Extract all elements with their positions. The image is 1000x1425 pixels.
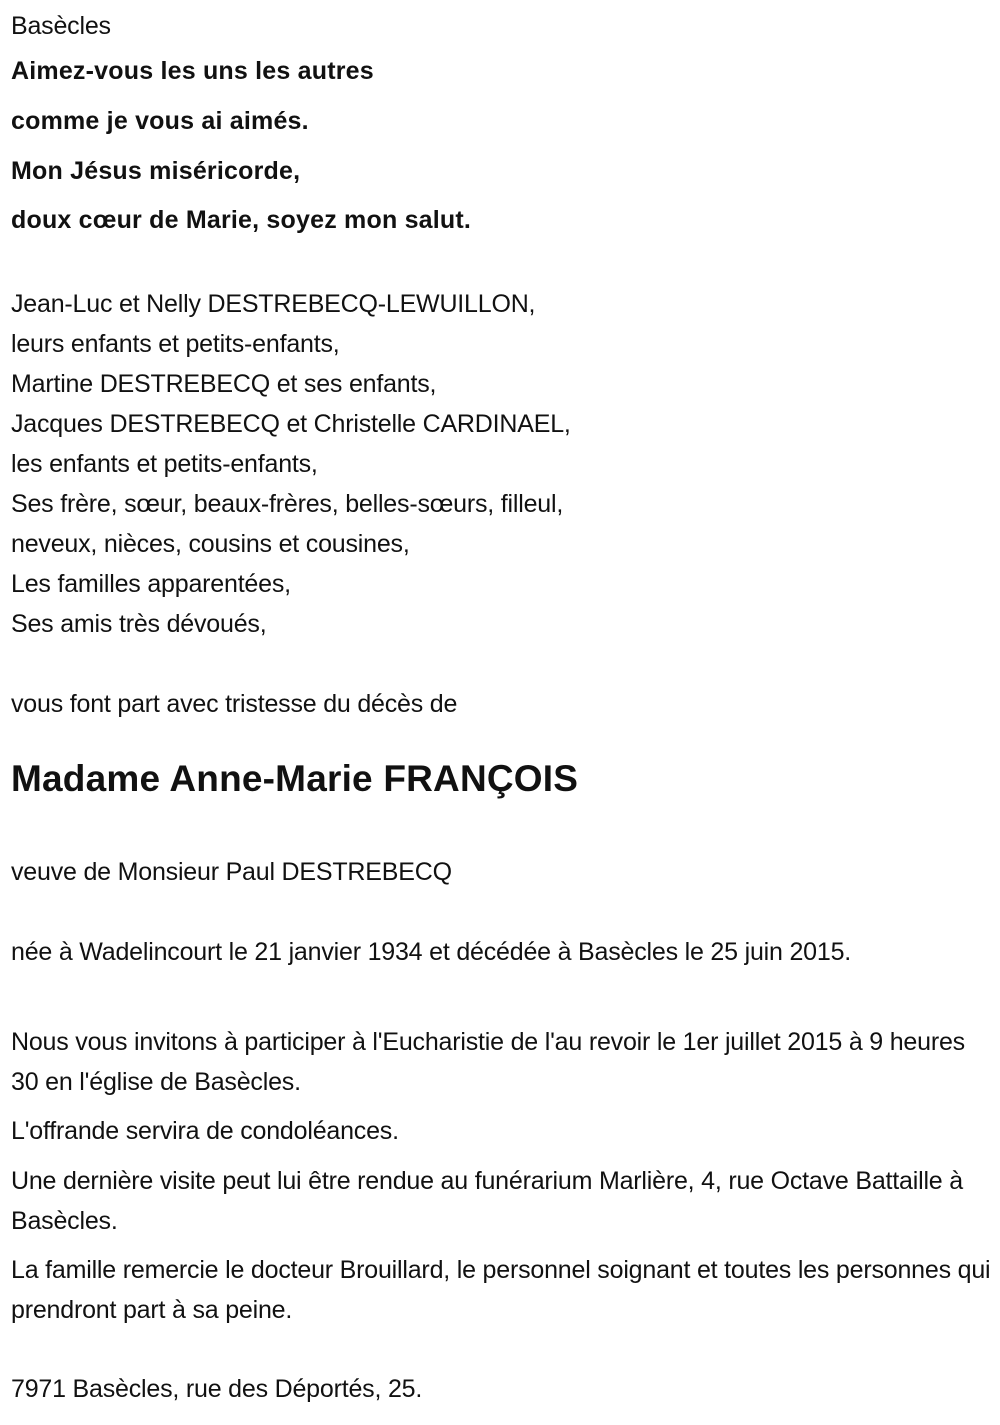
family-line-7: neveux, nièces, cousins et cousines,: [11, 530, 410, 558]
announcement-text: vous font part avec tristesse du décès de: [11, 690, 458, 718]
family-list: [11, 284, 571, 644]
place-heading: Basècles: [11, 12, 111, 40]
family-line-6: Ses frère, sœur, beaux-frères, belles-sœurs, filleul,: [11, 490, 564, 518]
verse-line-1: Aimez-vous les uns les autres: [11, 57, 374, 85]
funeral-service-paragraph: Nous vous invitons à participer à l'Eucharistie de l'au revoir le 1er juillet 2015 à 9 heures 30 en l'église de Basècles.: [11, 1028, 965, 1096]
family-line-8: Les familles apparentées,: [11, 570, 291, 598]
verse-line-3: Mon Jésus miséricorde,: [11, 157, 301, 185]
family-line-1: Jean-Luc et Nelly DESTREBECQ-LEWUILLON,: [11, 290, 536, 318]
visitation-paragraph: Une dernière visite peut lui être rendue au funérarium Marlière, 4, rue Octave Battaille à Basècles.: [11, 1167, 963, 1235]
family-line-4: Jacques DESTREBECQ et Christelle CARDINAEL,: [11, 410, 571, 438]
verse-line-2: comme je vous ai aimés.: [11, 107, 309, 135]
family-line-3: Martine DESTREBECQ et ses enfants,: [11, 370, 437, 398]
family-line-9: Ses amis très dévoués,: [11, 610, 267, 638]
widow-of-text: veuve de Monsieur Paul DESTREBECQ: [11, 858, 452, 886]
birth-death-paragraph: née à Wadelincourt le 21 janvier 1934 et décédée à Basècles le 25 juin 2015.: [11, 938, 852, 966]
family-line-5: les enfants et petits-enfants,: [11, 450, 318, 478]
verse-line-4: doux cœur de Marie, soyez mon salut.: [11, 206, 472, 234]
address-text: 7971 Basècles, rue des Déportés, 25.: [11, 1375, 423, 1403]
family-line-2: leurs enfants et petits-enfants,: [11, 330, 340, 358]
thanks-paragraph: La famille remercie le docteur Brouillard, le personnel soignant et toutes les personnes qui prendront part à sa peine.: [11, 1256, 991, 1324]
offering-paragraph: L'offrande servira de condoléances.: [11, 1117, 399, 1145]
deceased-name: Madame Anne-Marie FRANÇOIS: [11, 758, 579, 799]
